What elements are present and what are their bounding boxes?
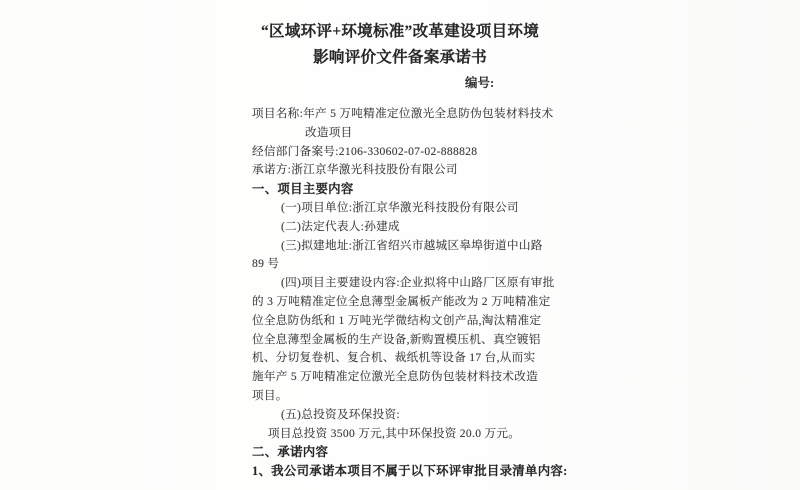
section-1-item-4-line-3: 位全息防伪纸和 1 万吨光学微结构文创产品,淘汰精准定 — [252, 313, 542, 327]
document-body — [0, 105, 800, 481]
section-1-item-4-line-4: 位全息薄型金属板的生产设备,新购置模压机、真空镀铝 — [252, 332, 541, 346]
project-name-label: 项目名称: — [252, 107, 304, 120]
item-1-label: (一)项目单位: — [281, 200, 353, 214]
item-2-value: 孙建成 — [364, 219, 400, 233]
promisor-value: 浙江京华激光科技股份有限公司 — [291, 163, 458, 177]
field-record-number — [252, 143, 800, 162]
section-1-item-4-line-7: 项目。 — [252, 388, 288, 402]
section-1-item-4-line-1: (四)项目主要建设内容:企业拟将中山路厂区原有审批 — [281, 276, 555, 290]
title-line-2: 影响评价文件备案承诺书 — [313, 49, 487, 66]
field-promisor — [252, 161, 800, 180]
document-title — [0, 0, 800, 71]
section-1-heading: 一、项目主要内容 — [252, 182, 354, 197]
section-1-item-5-text: 项目总投资 3500 万元,其中环保投资 20.0 万元。 — [268, 426, 521, 440]
section-2-heading: 二、承诺内容 — [252, 445, 329, 460]
project-name-value: 年产 5 万吨精准定位激光全息防伪包装材料技术 — [303, 107, 554, 120]
section-1-item-3-line-2: 89 号 — [252, 257, 280, 271]
section-1-item-3-line-1: (三)拟建地址:浙江省绍兴市越城区皋埠街道中山路 — [281, 238, 543, 252]
project-name-value-continued: 改造项目 — [305, 125, 353, 139]
document-number-row — [0, 75, 800, 92]
number-label: 编号: — [465, 76, 495, 90]
section-1-item-5-heading: (五)总投资及环保投资: — [281, 407, 400, 421]
number-blank-field — [494, 86, 564, 87]
section-2-commitment-line-1: 1、我公司承诺本项目不属于以下环评审批目录清单内容: — [252, 464, 568, 479]
record-number-value: 2106-330602-07-02-888828 — [338, 144, 478, 158]
record-number-label: 经信部门备案号: — [252, 144, 339, 158]
section-1-item-4-line-2: 的 3 万吨精准定位全息薄型金属板产能改为 2 万吨精准定 — [252, 294, 551, 308]
field-project-name — [252, 105, 800, 124]
section-1-item-2 — [252, 218, 800, 237]
section-1-item-4-line-6: 施年产 5 万吨精准定位激光全息防伪包装材料技术改造 — [252, 370, 539, 384]
section-1-item-1 — [252, 199, 800, 218]
title-line-1: “区域环评+环境标准”改革建设项目环境 — [260, 23, 540, 40]
item-1-value: 浙江京华激光科技股份有限公司 — [352, 200, 519, 214]
promisor-label: 承诺方: — [252, 163, 292, 177]
item-2-label: (二)法定代表人: — [281, 219, 365, 233]
section-1-item-4-line-5: 机、分切复卷机、复合机、裁纸机等设备 17 台,从而实 — [252, 351, 536, 365]
